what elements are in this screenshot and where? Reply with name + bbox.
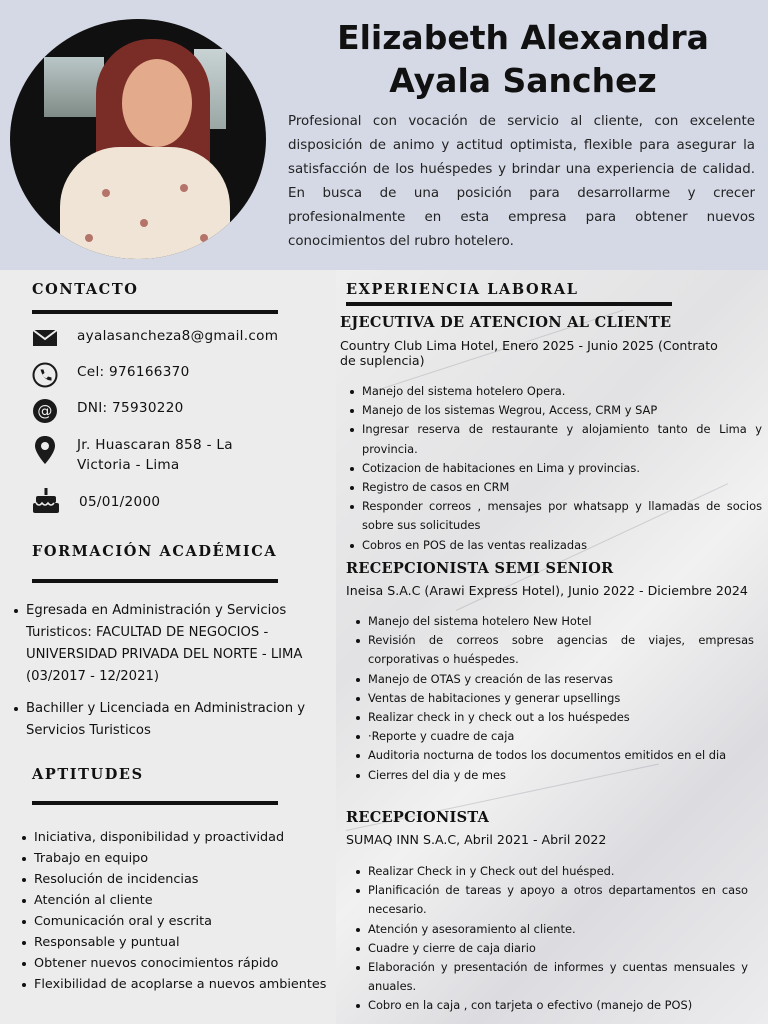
- job-company: Ineisa S.A.C (Arawi Express Hotel), Junio 2022 - Diciembre 2024: [346, 583, 748, 598]
- job-task: Manejo de los sistemas Wegrou, Access, CRM y SAP: [348, 401, 762, 420]
- birthday-cake-icon: [32, 488, 58, 514]
- job-task: Ventas de habitaciones y generar upsellings: [354, 689, 754, 708]
- education-divider: [32, 579, 278, 583]
- phone-icon: [32, 362, 58, 388]
- contact-phone: Cel: 976166370: [77, 364, 190, 380]
- svg-text:@: @: [37, 402, 53, 420]
- job-task: Registro de casos en CRM: [348, 478, 762, 497]
- contact-birthday: 05/01/2000: [79, 494, 161, 510]
- job-company: Country Club Lima Hotel, Enero 2025 - Junio 2025 (Contrato de suplencia): [340, 338, 718, 368]
- full-name: [300, 16, 746, 102]
- job-task: Manejo del sistema hotelero New Hotel: [354, 612, 754, 631]
- job-task: Cuadre y cierre de caja diario: [354, 939, 748, 958]
- header-band: [0, 0, 768, 270]
- experience-heading: EXPERIENCIA LABORAL: [346, 281, 579, 298]
- job-task: Manejo del sistema hotelero Opera.: [348, 382, 762, 401]
- contact-dni: DNI: 75930220: [77, 400, 184, 416]
- job-task: Cobro en la caja , con tarjeta o efectivo (manejo de POS): [354, 996, 748, 1015]
- skill-item: Iniciativa, disponibilidad y proactividad: [20, 827, 330, 848]
- skill-item: Obtener nuevos conocimientos rápido: [20, 953, 330, 974]
- job-task: ·Reporte y cuadre de caja: [354, 727, 754, 746]
- skills-list: [20, 827, 330, 995]
- skills-heading: APTITUDES: [32, 766, 144, 783]
- contact-address: Jr. Huascaran 858 - La Victoria - Lima: [77, 437, 233, 473]
- contact-divider: [32, 310, 278, 314]
- skill-item: Atención al cliente: [20, 890, 330, 911]
- skills-divider: [32, 801, 278, 805]
- education-item: Bachiller y Licenciada en Administracion y Servicios Turisticos: [12, 698, 322, 742]
- skill-item: Flexibilidad de acoplarse a nuevos ambientes: [20, 974, 330, 995]
- job-task-list: [354, 862, 748, 1016]
- contact-email[interactable]: ayalasancheza8@gmail.com: [77, 328, 279, 344]
- skill-item: Resolución de incidencias: [20, 869, 330, 890]
- job-task: Ingresar reserva de restaurante y alojamiento tanto de Lima y provincia.: [348, 420, 762, 458]
- job-task-list: [354, 612, 754, 785]
- job-title: RECEPCIONISTA: [346, 809, 490, 826]
- name-line-1: Elizabeth Alexandra: [337, 18, 709, 57]
- job-task: Revisión de correos sobre agencias de viajes, empresas corporativas o huéspedes.: [354, 631, 754, 669]
- skill-item: Comunicación oral y escrita: [20, 911, 330, 932]
- job-title: RECEPCIONISTA SEMI SENIOR: [346, 560, 614, 577]
- job-task: Cobros en POS de las ventas realizadas: [348, 536, 762, 555]
- profile-summary: Profesional con vocación de servicio al cliente, con excelente disposición de animo y actitud optimista, flexible para asegurar la satisfacción de los huéspedes y brindar una experiencia de calidad. En busca de una posición para desarrollarme y crecer profesionalmente en esta empresa para obtener nuevos conocimientos del rubro hotelero.: [288, 114, 755, 249]
- education-list: [12, 600, 322, 752]
- job-company: SUMAQ INN S.A.C, Abril 2021 - Abril 2022: [346, 832, 607, 847]
- experience-divider: [346, 302, 672, 306]
- mail-icon: [32, 326, 58, 352]
- at-icon: [32, 398, 58, 424]
- job-task: Responder correos , mensajes por whatsapp y llamadas de socios sobre sus solicitudes: [348, 497, 762, 535]
- job-task: Planificación de tareas y apoyo a otros departamentos en caso necesario.: [354, 881, 748, 919]
- skill-item: Responsable y puntual: [20, 932, 330, 953]
- contact-heading: CONTACTO: [32, 281, 139, 298]
- job-task: Realizar check in y check out a los huéspedes: [354, 708, 754, 727]
- job-task: Manejo de OTAS y creación de las reservas: [354, 670, 754, 689]
- job-task-list: [348, 382, 762, 555]
- job-task: Realizar Check in y Check out del huésped.: [354, 862, 748, 881]
- job-task: Auditoria nocturna de todos los documentos emitidos en el dia: [354, 746, 754, 765]
- education-item: Egresada en Administración y Servicios Turisticos: FACULTAD DE NEGOCIOS - UNIVERSIDAD PRIVADA DEL NORTE - LIMA (03/2017 - 12/2021): [12, 600, 322, 688]
- profile-photo: [10, 19, 266, 259]
- education-heading: FORMACIÓN ACADÉMICA: [32, 543, 278, 560]
- job-task: Cotizacion de habitaciones en Lima y provincias.: [348, 459, 762, 478]
- job-title: EJECUTIVA DE ATENCION AL CLIENTE: [340, 314, 672, 331]
- job-task: Cierres del dia y de mes: [354, 766, 754, 785]
- skill-item: Trabajo en equipo: [20, 848, 330, 869]
- name-line-2: Ayala Sanchez: [389, 61, 657, 100]
- job-task: Elaboración y presentación de informes y cuentas mensuales y anuales.: [354, 958, 748, 996]
- job-task: Atención y asesoramiento al cliente.: [354, 920, 748, 939]
- location-pin-icon: [32, 435, 58, 461]
